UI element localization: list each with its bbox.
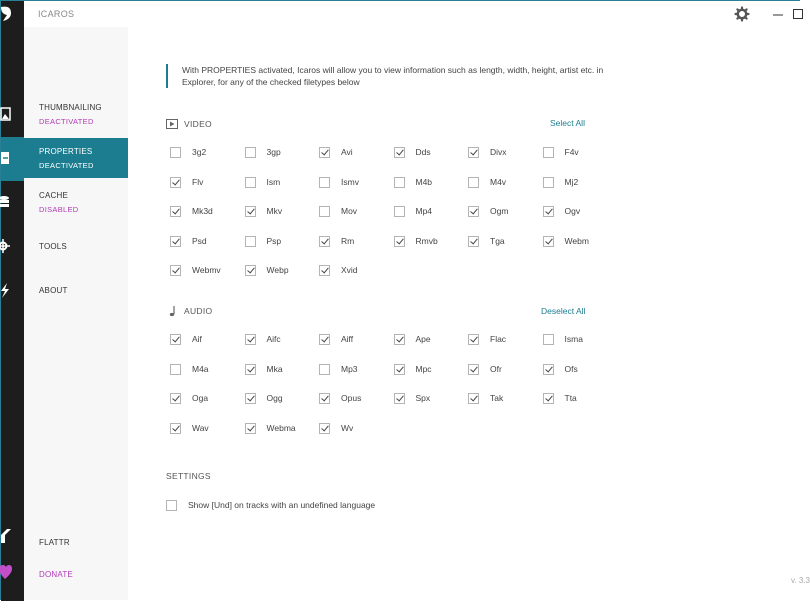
iconbar-about[interactable] — [1, 269, 24, 313]
checkbox[interactable] — [319, 265, 330, 276]
filetype-label: Tak — [490, 393, 504, 403]
settings-section-title: SETTINGS — [166, 471, 211, 481]
audio-section-title: AUDIO — [184, 306, 213, 316]
properties-icon — [1, 151, 24, 167]
checkbox[interactable] — [170, 177, 181, 188]
checkbox[interactable] — [468, 177, 479, 188]
filetype-checkbox-m4b[interactable] — [394, 177, 464, 189]
filetype-label: Mp4 — [415, 206, 433, 216]
sidebar-item-thumbnailing[interactable] — [24, 103, 128, 143]
checkmark-icon — [321, 394, 329, 402]
filetype-checkbox-divx[interactable] — [468, 147, 538, 159]
filetype-checkbox-mp4[interactable] — [394, 206, 464, 218]
filetype-checkbox-spx[interactable] — [394, 393, 464, 405]
filetype-checkbox-mk3d[interactable] — [170, 206, 240, 218]
filetype-label: Ogm — [490, 206, 509, 216]
filetype-label: Ism — [266, 176, 281, 187]
filetype-label: Ofs — [564, 363, 578, 374]
checkmark-icon — [396, 148, 404, 156]
info-text: With PROPERTIES activated, Icaros will allow you to view information such as length, width, height, artist etc. in Explorer, for any of the checked filetypes below — [166, 64, 636, 88]
filetype-label: Wv — [341, 422, 354, 433]
checkbox[interactable] — [319, 147, 330, 158]
filetype-checkbox-ofr[interactable] — [468, 364, 538, 376]
filetype-checkbox-mj2[interactable] — [543, 177, 613, 189]
checkbox[interactable] — [245, 177, 256, 188]
checkbox[interactable] — [319, 334, 330, 345]
filetype-checkbox-m4a[interactable] — [170, 364, 240, 376]
filetype-label: Webma — [266, 422, 296, 433]
checkmark-icon — [321, 266, 329, 274]
minimize-icon — [771, 7, 785, 21]
filetype-checkbox-m4v[interactable] — [468, 177, 538, 189]
checkbox[interactable] — [543, 334, 554, 345]
checkbox[interactable] — [394, 364, 405, 375]
checkmark-icon — [247, 364, 255, 372]
filetype-label: M4v — [490, 176, 507, 187]
checkbox[interactable] — [543, 364, 554, 375]
filetype-checkbox-avi[interactable] — [319, 147, 389, 159]
checkmark-icon — [247, 423, 255, 431]
checkbox[interactable] — [394, 393, 405, 404]
audio-section-header — [166, 304, 266, 318]
filetype-checkbox-webp[interactable] — [245, 265, 315, 277]
filetype-checkbox-ogg[interactable] — [245, 393, 315, 405]
filetype-label: Aiff — [341, 334, 354, 344]
checkmark-icon — [172, 266, 180, 274]
filetype-label: Aifc — [266, 334, 281, 344]
image-icon — [1, 107, 24, 123]
setting-show-und-checkbox[interactable] — [166, 500, 426, 512]
filetype-label: Spx — [415, 393, 431, 403]
filetype-checkbox-mka[interactable] — [245, 364, 315, 376]
filetype-checkbox-mov[interactable] — [319, 206, 389, 218]
checkmark-icon — [545, 207, 553, 215]
checkmark-icon — [321, 335, 329, 343]
checkbox[interactable] — [319, 177, 330, 188]
checkmark-icon — [545, 364, 553, 372]
checkbox[interactable] — [170, 423, 181, 434]
filetype-checkbox-dds[interactable] — [394, 147, 464, 159]
filetype-checkbox-oga[interactable] — [170, 393, 240, 405]
checkbox[interactable] — [468, 393, 479, 404]
checkbox[interactable] — [319, 236, 330, 247]
checkmark-icon — [172, 335, 180, 343]
filetype-label: Mka — [266, 363, 283, 374]
filetype-label: Ismv — [341, 176, 359, 187]
filetype-checkbox-3g2[interactable] — [170, 147, 240, 159]
checkbox[interactable] — [245, 423, 256, 434]
filetype-label: Rm — [341, 235, 355, 246]
sidebar-item-label: DONATE — [39, 570, 73, 579]
checkbox[interactable] — [319, 423, 330, 434]
checkbox[interactable] — [543, 236, 554, 247]
sidebar-item-label: PROPERTIES — [39, 147, 93, 156]
checkbox[interactable] — [245, 265, 256, 276]
filetype-label: Isma — [564, 334, 583, 344]
filetype-label: 3gp — [266, 147, 281, 157]
checkmark-icon — [470, 148, 478, 156]
filetype-label: Avi — [341, 147, 353, 157]
sidebar-item-about[interactable] — [24, 286, 128, 326]
sidebar-item-properties[interactable] — [24, 138, 128, 178]
checkbox[interactable] — [468, 334, 479, 345]
filetype-checkbox-f4v[interactable] — [543, 147, 613, 159]
filetype-label: Tta — [564, 393, 577, 403]
checkmark-icon — [172, 177, 180, 185]
filetype-checkbox-wv[interactable] — [319, 423, 389, 435]
checkbox[interactable] — [468, 236, 479, 247]
filetype-label: M4a — [192, 363, 209, 374]
checkmark-icon — [247, 335, 255, 343]
checkmark-icon — [396, 394, 404, 402]
checkbox[interactable] — [245, 364, 256, 375]
checkmark-icon — [470, 364, 478, 372]
filetype-checkbox-webma[interactable] — [245, 423, 315, 435]
filetype-label: Opus — [341, 393, 362, 403]
filetype-label: Tga — [490, 235, 505, 246]
filetype-checkbox-webm[interactable] — [543, 236, 613, 248]
filetype-label: Ape — [415, 334, 431, 344]
filetype-checkbox-tga[interactable] — [468, 236, 538, 248]
checkmark-icon — [321, 423, 329, 431]
filetype-label: Mp3 — [341, 363, 358, 374]
filetype-checkbox-mp3[interactable] — [319, 364, 389, 376]
checkbox[interactable] — [468, 364, 479, 375]
sidebar-item-label: TOOLS — [39, 242, 67, 251]
video-icon — [166, 119, 178, 129]
filetype-checkbox-opus[interactable] — [319, 393, 389, 405]
sidebar-item-label: THUMBNAILING — [39, 103, 102, 112]
sidebar-item-status: DEACTIVATED — [39, 161, 94, 170]
sidebar-item-status: DEACTIVATED — [39, 117, 94, 126]
iconbar-thumbnailing[interactable] — [1, 93, 24, 137]
checkbox[interactable] — [394, 147, 405, 158]
logo-button[interactable] — [1, 0, 24, 35]
checkbox[interactable] — [245, 236, 256, 247]
music-note-icon — [168, 305, 178, 317]
checkmark-icon — [470, 236, 478, 244]
checkmark-icon — [172, 207, 180, 215]
gear-icon — [734, 6, 750, 22]
iconbar-tools[interactable] — [1, 225, 24, 269]
maximize-icon — [791, 7, 805, 21]
gear-icon — [1, 239, 24, 255]
checkbox[interactable] — [468, 206, 479, 217]
checkmark-icon — [545, 394, 553, 402]
checkbox[interactable] — [245, 334, 256, 345]
filetype-checkbox-mpc[interactable] — [394, 364, 464, 376]
filetype-label: Aif — [192, 334, 202, 344]
checkmark-icon — [172, 423, 180, 431]
checkmark-icon — [470, 207, 478, 215]
video-select-all-link[interactable]: Select All — [550, 118, 585, 128]
settings-gear-button[interactable] — [734, 6, 750, 22]
checkbox[interactable] — [543, 393, 554, 404]
app-title: ICAROS — [38, 9, 75, 19]
filetype-label: Mpc — [415, 363, 432, 374]
checkmark-icon — [172, 394, 180, 402]
checkmark-icon — [396, 236, 404, 244]
filetype-checkbox-aiff[interactable] — [319, 334, 389, 346]
filetype-checkbox-ogm[interactable] — [468, 206, 538, 218]
filetype-checkbox-ismv[interactable] — [319, 177, 389, 189]
icon-bar — [1, 1, 24, 601]
checkbox[interactable] — [394, 334, 405, 345]
filetype-checkbox-psp[interactable] — [245, 236, 315, 248]
iconbar-cache[interactable] — [1, 181, 24, 225]
filetype-label: Mkv — [266, 206, 283, 216]
filetype-checkbox-ism[interactable] — [245, 177, 315, 189]
filetype-label: Flac — [490, 334, 507, 344]
title-bar — [1, 1, 801, 27]
filetype-label: Divx — [490, 147, 507, 157]
checkbox[interactable] — [245, 147, 256, 158]
checkmark-icon — [396, 364, 404, 372]
filetype-label: Dds — [415, 147, 431, 157]
filetype-checkbox-psd[interactable] — [170, 236, 240, 248]
checkbox[interactable] — [170, 265, 181, 276]
checkbox[interactable] — [166, 500, 177, 511]
filetype-label: Psp — [266, 235, 282, 246]
filetype-checkbox-3gp[interactable] — [245, 147, 315, 159]
checkmark-icon — [470, 335, 478, 343]
filetype-label: Mj2 — [564, 176, 579, 187]
filetype-label: Webp — [266, 265, 289, 275]
filetype-label: Rmvb — [415, 235, 438, 246]
filetype-checkbox-ogv[interactable] — [543, 206, 613, 218]
maximize-button[interactable] — [791, 7, 805, 21]
checkmark-icon — [247, 266, 255, 274]
checkbox[interactable] — [543, 206, 554, 217]
flattr-icon — [1, 529, 24, 545]
checkbox[interactable] — [319, 393, 330, 404]
filetype-label: M4b — [415, 176, 433, 187]
checkmark-icon — [470, 394, 478, 402]
filetype-checkbox-isma[interactable] — [543, 334, 613, 346]
iconbar-donate[interactable] — [1, 551, 24, 595]
filetype-checkbox-rmvb[interactable] — [394, 236, 464, 248]
sidebar-item-label: ABOUT — [39, 286, 68, 295]
filetype-checkbox-xvid[interactable] — [319, 265, 389, 277]
filetype-label: Mov — [341, 206, 358, 216]
audio-deselect-all-link[interactable]: Deselect All — [541, 306, 586, 316]
filetype-label: Mk3d — [192, 206, 213, 216]
filetype-checkbox-ape[interactable] — [394, 334, 464, 346]
checkmark-icon — [545, 236, 553, 244]
filetype-checkbox-rm[interactable] — [319, 236, 389, 248]
checkbox[interactable] — [245, 393, 256, 404]
checkbox[interactable] — [170, 364, 181, 375]
sidebar-item-donate[interactable] — [24, 570, 128, 610]
database-icon — [1, 195, 24, 211]
filetype-checkbox-webmv[interactable] — [170, 265, 240, 277]
checkbox[interactable] — [170, 334, 181, 345]
filetype-label: Webm — [564, 235, 589, 246]
heart-icon — [1, 565, 24, 581]
filetype-checkbox-aif[interactable] — [170, 334, 240, 346]
checkmark-icon — [247, 394, 255, 402]
iconbar-properties[interactable] — [1, 137, 24, 181]
checkbox[interactable] — [170, 393, 181, 404]
video-section-header — [166, 117, 266, 131]
filetype-label: Ogg — [266, 393, 283, 403]
filetype-checkbox-tak[interactable] — [468, 393, 538, 405]
checkbox[interactable] — [319, 364, 330, 375]
checkbox[interactable] — [543, 147, 554, 158]
sidebar-item-label: FLATTR — [39, 538, 70, 547]
filetype-checkbox-flv[interactable] — [170, 177, 240, 189]
video-section-title: VIDEO — [184, 119, 212, 129]
filetype-label: Ogv — [564, 206, 581, 216]
main-content — [128, 27, 810, 600]
checkbox[interactable] — [394, 177, 405, 188]
checkbox[interactable] — [170, 236, 181, 247]
sidebar-item-status: DISABLED — [39, 205, 79, 214]
checkbox[interactable] — [319, 206, 330, 217]
filetype-label: Psd — [192, 235, 207, 246]
setting-label: Show [Und] on tracks with an undefined language — [188, 500, 376, 510]
checkbox[interactable] — [170, 147, 181, 158]
filetype-label: Flv — [192, 176, 204, 187]
checkmark-icon — [396, 335, 404, 343]
filetype-checkbox-flac[interactable] — [468, 334, 538, 346]
icaros-logo-icon — [1, 5, 24, 25]
filetype-label: F4v — [564, 147, 579, 157]
checkmark-icon — [321, 148, 329, 156]
checkmark-icon — [247, 207, 255, 215]
filetype-label: 3g2 — [192, 147, 207, 157]
lightning-icon — [1, 283, 24, 299]
sidebar-item-tools[interactable] — [24, 242, 128, 282]
filetype-label: Wav — [192, 422, 209, 433]
checkbox[interactable] — [245, 206, 256, 217]
filetype-label: Xvid — [341, 265, 358, 275]
filetype-checkbox-aifc[interactable] — [245, 334, 315, 346]
filetype-label: Webmv — [192, 265, 221, 275]
version-label: v. 3.3 — [791, 576, 810, 585]
checkmark-icon — [172, 236, 180, 244]
filetype-label: Oga — [192, 393, 209, 403]
filetype-checkbox-tta[interactable] — [543, 393, 613, 405]
sidebar — [24, 27, 128, 600]
checkbox[interactable] — [394, 236, 405, 247]
minimize-button[interactable] — [771, 7, 785, 21]
filetype-checkbox-mkv[interactable] — [245, 206, 315, 218]
sidebar-item-label: CACHE — [39, 191, 69, 200]
checkmark-icon — [321, 236, 329, 244]
sidebar-item-cache[interactable] — [24, 191, 128, 231]
checkbox[interactable] — [170, 206, 181, 217]
filetype-checkbox-wav[interactable] — [170, 423, 240, 435]
checkbox[interactable] — [543, 177, 554, 188]
filetype-checkbox-ofs[interactable] — [543, 364, 613, 376]
filetype-label: Ofr — [490, 363, 502, 374]
checkbox[interactable] — [394, 206, 405, 217]
checkbox[interactable] — [468, 147, 479, 158]
